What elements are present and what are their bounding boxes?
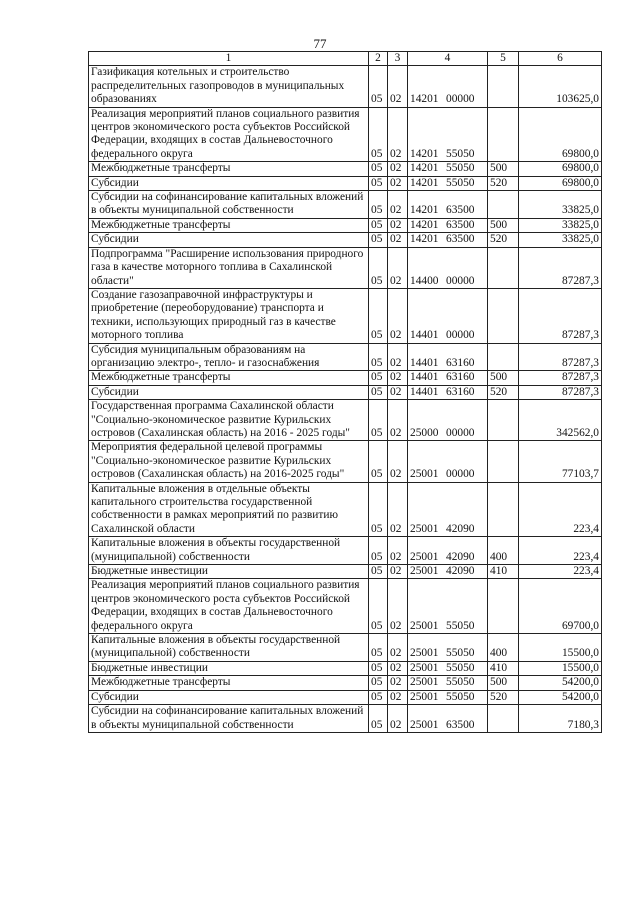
- target-article-program: 25001: [410, 676, 439, 689]
- target-article-program: 25001: [410, 619, 439, 632]
- row-target-article: [408, 676, 488, 690]
- target-article-program: 14201: [410, 93, 439, 106]
- row-section-code: 05: [369, 162, 388, 176]
- row-name: Капитальные вложения в объекты государственной (муниципальной) собственности: [89, 537, 369, 565]
- row-expense-type: 520: [488, 385, 519, 399]
- row-subsection-code: 02: [388, 385, 408, 399]
- target-article-program: 14401: [410, 385, 439, 398]
- target-article-direction: 63160: [446, 356, 475, 369]
- table-row: [89, 634, 602, 662]
- row-target-article: [408, 247, 488, 288]
- row-subsection-code: 02: [388, 537, 408, 565]
- row-target-article: [408, 482, 488, 537]
- row-expense-type: 520: [488, 233, 519, 247]
- row-section-code: 05: [369, 385, 388, 399]
- target-article-program: 14201: [410, 218, 439, 231]
- row-subsection-code: 02: [388, 441, 408, 482]
- row-expense-type: 500: [488, 218, 519, 232]
- row-expense-type: [488, 343, 519, 371]
- row-subsection-code: 02: [388, 162, 408, 176]
- target-article-program: 25001: [410, 565, 439, 578]
- row-amount: 33825,0: [519, 218, 602, 232]
- target-article-program: 14201: [410, 176, 439, 189]
- row-target-article: [408, 218, 488, 232]
- target-article-direction: 63500: [446, 204, 475, 217]
- row-section-code: 05: [369, 191, 388, 219]
- row-section-code: 05: [369, 482, 388, 537]
- row-name: Межбюджетные трансферты: [89, 162, 369, 176]
- target-article-direction: 63160: [446, 371, 475, 384]
- row-subsection-code: 02: [388, 705, 408, 733]
- row-target-article: [408, 690, 488, 704]
- row-amount: 33825,0: [519, 191, 602, 219]
- row-target-article: [408, 705, 488, 733]
- target-article-direction: 55050: [446, 690, 475, 703]
- budget-table: [88, 51, 602, 733]
- row-amount: 15500,0: [519, 661, 602, 675]
- row-target-article: [408, 565, 488, 579]
- row-name: Газификация котельных и строительство распределительных газопроводов в муниципальных образованиях: [89, 66, 369, 107]
- header-row: [89, 52, 602, 66]
- row-subsection-code: 02: [388, 343, 408, 371]
- row-amount: 69800,0: [519, 176, 602, 190]
- row-target-article: [408, 537, 488, 565]
- row-subsection-code: 02: [388, 66, 408, 107]
- row-target-article: [408, 191, 488, 219]
- target-article-direction: 55050: [446, 176, 475, 189]
- row-expense-type: [488, 107, 519, 162]
- table-body: [89, 66, 602, 733]
- column-header: 5: [488, 52, 519, 66]
- row-subsection-code: 02: [388, 247, 408, 288]
- row-subsection-code: 02: [388, 634, 408, 662]
- row-section-code: 05: [369, 565, 388, 579]
- row-section-code: 05: [369, 537, 388, 565]
- row-name: Субсидии на софинансирование капитальных вложений в объекты муниципальной собственности: [89, 705, 369, 733]
- row-name: Межбюджетные трансферты: [89, 371, 369, 385]
- column-header: 2: [369, 52, 388, 66]
- table-row: [89, 233, 602, 247]
- row-name: Государственная программа Сахалинской области "Социально-экономическое развитие Курильских островов (Сахалинская область) на 2016 - 2025 годы": [89, 400, 369, 441]
- target-article-program: 14201: [410, 162, 439, 175]
- target-article-program: 25001: [410, 468, 439, 481]
- row-target-article: [408, 66, 488, 107]
- table-row: [89, 537, 602, 565]
- table-row: [89, 565, 602, 579]
- row-section-code: 05: [369, 661, 388, 675]
- row-amount: 33825,0: [519, 233, 602, 247]
- row-expense-type: [488, 441, 519, 482]
- row-expense-type: 500: [488, 676, 519, 690]
- target-article-program: 25001: [410, 647, 439, 660]
- row-expense-type: 400: [488, 537, 519, 565]
- row-target-article: [408, 162, 488, 176]
- row-subsection-code: 02: [388, 565, 408, 579]
- row-subsection-code: 02: [388, 690, 408, 704]
- row-target-article: [408, 441, 488, 482]
- row-name: Реализация мероприятий планов социального развития центров экономического роста субъектов Российской Федерации, входящих в состав Дальневосточного федерального округа: [89, 579, 369, 634]
- row-target-article: [408, 288, 488, 343]
- row-amount: 69800,0: [519, 107, 602, 162]
- row-expense-type: 410: [488, 565, 519, 579]
- target-article-direction: 63160: [446, 385, 475, 398]
- row-target-article: [408, 371, 488, 385]
- table-row: [89, 482, 602, 537]
- row-name: Создание газозаправочной инфраструктуры и приобретение (переоборудование) транспорта и техники, использующих природный газ в качестве моторного топлива: [89, 288, 369, 343]
- row-section-code: 05: [369, 676, 388, 690]
- target-article-direction: 55050: [446, 676, 475, 689]
- target-article-program: 14201: [410, 233, 439, 246]
- target-article-direction: 00000: [446, 329, 475, 342]
- target-article-direction: 63500: [446, 218, 475, 231]
- row-section-code: 05: [369, 705, 388, 733]
- row-expense-type: [488, 191, 519, 219]
- row-expense-type: 400: [488, 634, 519, 662]
- table-row: [89, 66, 602, 107]
- row-section-code: 05: [369, 371, 388, 385]
- row-section-code: 05: [369, 400, 388, 441]
- row-expense-type: [488, 247, 519, 288]
- row-amount: 342562,0: [519, 400, 602, 441]
- row-subsection-code: 02: [388, 400, 408, 441]
- row-expense-type: [488, 705, 519, 733]
- row-subsection-code: 02: [388, 233, 408, 247]
- table-row: [89, 661, 602, 675]
- target-article-program: 14401: [410, 371, 439, 384]
- row-target-article: [408, 579, 488, 634]
- row-section-code: 05: [369, 176, 388, 190]
- row-name: Межбюджетные трансферты: [89, 676, 369, 690]
- row-amount: 87287,3: [519, 247, 602, 288]
- row-name: Бюджетные инвестиции: [89, 661, 369, 675]
- row-expense-type: [488, 482, 519, 537]
- row-section-code: 05: [369, 579, 388, 634]
- table-row: [89, 690, 602, 704]
- row-target-article: [408, 176, 488, 190]
- row-amount: 87287,3: [519, 343, 602, 371]
- target-article-direction: 00000: [446, 468, 475, 481]
- row-expense-type: 410: [488, 661, 519, 675]
- row-subsection-code: 02: [388, 218, 408, 232]
- target-article-program: 25001: [410, 522, 439, 535]
- column-header: 3: [388, 52, 408, 66]
- row-name: Межбюджетные трансферты: [89, 218, 369, 232]
- row-name: Подпрограмма "Расширение использования природного газа в качестве моторного топлива в Сахалинской области": [89, 247, 369, 288]
- target-article-program: 25001: [410, 550, 439, 563]
- row-amount: 223,4: [519, 482, 602, 537]
- target-article-direction: 63500: [446, 718, 475, 731]
- row-target-article: [408, 107, 488, 162]
- row-subsection-code: 02: [388, 371, 408, 385]
- table-row: [89, 385, 602, 399]
- table-row: [89, 343, 602, 371]
- row-target-article: [408, 233, 488, 247]
- row-expense-type: 520: [488, 176, 519, 190]
- row-target-article: [408, 661, 488, 675]
- row-expense-type: 520: [488, 690, 519, 704]
- target-article-program: 14401: [410, 329, 439, 342]
- table-row: [89, 288, 602, 343]
- row-amount: 223,4: [519, 537, 602, 565]
- row-name: Субсидии на софинансирование капитальных вложений в объекты муниципальной собственности: [89, 191, 369, 219]
- page-number: 77: [313, 36, 327, 51]
- row-name: Субсидии: [89, 176, 369, 190]
- row-expense-type: [488, 400, 519, 441]
- row-subsection-code: 02: [388, 288, 408, 343]
- row-amount: 223,4: [519, 565, 602, 579]
- target-article-direction: 00000: [446, 426, 475, 439]
- row-target-article: [408, 385, 488, 399]
- table-row: [89, 441, 602, 482]
- column-header: 6: [519, 52, 602, 66]
- column-header: 1: [89, 52, 369, 66]
- row-subsection-code: 02: [388, 579, 408, 634]
- target-article-direction: 55050: [446, 147, 475, 160]
- row-amount: 87287,3: [519, 385, 602, 399]
- row-name: Капитальные вложения в отдельные объекты капитального строительства государственной собственности в рамках мероприятий по развитию Сахалинской области: [89, 482, 369, 537]
- row-amount: 87287,3: [519, 288, 602, 343]
- target-article-program: 25001: [410, 661, 439, 674]
- row-amount: 103625,0: [519, 66, 602, 107]
- target-article-direction: 42090: [446, 522, 475, 535]
- row-section-code: 05: [369, 288, 388, 343]
- target-article-direction: 55050: [446, 647, 475, 660]
- target-article-program: 14401: [410, 356, 439, 369]
- row-section-code: 05: [369, 233, 388, 247]
- row-subsection-code: 02: [388, 676, 408, 690]
- target-article-direction: 55050: [446, 162, 475, 175]
- table-row: [89, 371, 602, 385]
- target-article-direction: 55050: [446, 619, 475, 632]
- row-name: Бюджетные инвестиции: [89, 565, 369, 579]
- target-article-direction: 63500: [446, 233, 475, 246]
- row-amount: 54200,0: [519, 676, 602, 690]
- target-article-direction: 00000: [446, 93, 475, 106]
- row-subsection-code: 02: [388, 176, 408, 190]
- row-expense-type: [488, 288, 519, 343]
- row-name: Субсидии: [89, 233, 369, 247]
- row-target-article: [408, 343, 488, 371]
- target-article-program: 14400: [410, 274, 439, 287]
- row-amount: 69800,0: [519, 162, 602, 176]
- table-row: [89, 400, 602, 441]
- row-amount: 54200,0: [519, 690, 602, 704]
- row-amount: 87287,3: [519, 371, 602, 385]
- row-target-article: [408, 400, 488, 441]
- target-article-direction: 00000: [446, 274, 475, 287]
- table-row: [89, 247, 602, 288]
- row-amount: 7180,3: [519, 705, 602, 733]
- target-article-program: 25000: [410, 426, 439, 439]
- table-header: [89, 52, 602, 66]
- row-section-code: 05: [369, 690, 388, 704]
- row-name: Капитальные вложения в объекты государственной (муниципальной) собственности: [89, 634, 369, 662]
- row-section-code: 05: [369, 634, 388, 662]
- row-name: Субсидии: [89, 385, 369, 399]
- target-article-direction: 42090: [446, 550, 475, 563]
- target-article-direction: 42090: [446, 565, 475, 578]
- row-amount: 15500,0: [519, 634, 602, 662]
- table-row: [89, 218, 602, 232]
- row-expense-type: 500: [488, 162, 519, 176]
- column-header: 4: [408, 52, 488, 66]
- target-article-program: 14201: [410, 147, 439, 160]
- row-subsection-code: 02: [388, 661, 408, 675]
- row-section-code: 05: [369, 66, 388, 107]
- row-section-code: 05: [369, 247, 388, 288]
- row-name: Мероприятия федеральной целевой программы "Социально-экономическое развитие Курильских островов (Сахалинская область) на 2016-2025 годы": [89, 441, 369, 482]
- table-row: [89, 579, 602, 634]
- row-name: Реализация мероприятий планов социального развития центров экономического роста субъектов Российской Федерации, входящих в состав Дальневосточного федерального округа: [89, 107, 369, 162]
- table-row: [89, 107, 602, 162]
- table-row: [89, 191, 602, 219]
- table-row: [89, 176, 602, 190]
- row-section-code: 05: [369, 441, 388, 482]
- target-article-program: 25001: [410, 690, 439, 703]
- row-subsection-code: 02: [388, 107, 408, 162]
- row-amount: 69700,0: [519, 579, 602, 634]
- target-article-program: 25001: [410, 718, 439, 731]
- row-name: Субсидия муниципальным образованиям на организацию электро-, тепло- и газоснабжения: [89, 343, 369, 371]
- row-subsection-code: 02: [388, 482, 408, 537]
- row-expense-type: [488, 579, 519, 634]
- table-row: [89, 676, 602, 690]
- row-subsection-code: 02: [388, 191, 408, 219]
- row-section-code: 05: [369, 107, 388, 162]
- row-target-article: [408, 634, 488, 662]
- row-name: Субсидии: [89, 690, 369, 704]
- row-amount: 77103,7: [519, 441, 602, 482]
- row-section-code: 05: [369, 343, 388, 371]
- target-article-direction: 55050: [446, 661, 475, 674]
- row-section-code: 05: [369, 218, 388, 232]
- row-expense-type: [488, 66, 519, 107]
- table-row: [89, 162, 602, 176]
- row-expense-type: 500: [488, 371, 519, 385]
- target-article-program: 14201: [410, 204, 439, 217]
- table-row: [89, 705, 602, 733]
